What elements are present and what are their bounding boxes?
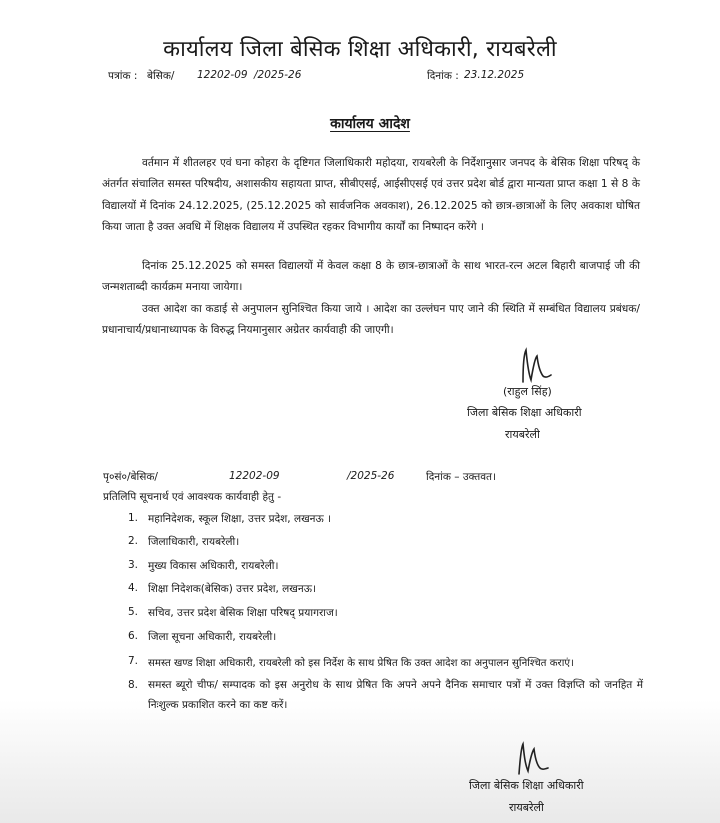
order-paragraph-1: वर्तमान में शीतलहर एवं घना कोहरा के दृष्टिगत जिलाधिकारी महोदया, रायबरेली के निर्देशानुसार जनपद के बेसिक शिक्षा परिषद् के अंतर्गत संचालित समस्त परिषदीय, अशासकीय सहायता प्राप्त, सीबीएसई, आईसीएसई एवं उत्तर प्रदेश बोर्ड द्वारा मान्यता प्राप्त कक्षा 1 से 8 के विद्यालयों में दिनांक 24.12.2025, (25.12.2025 को सार्वजनिक अवकाश), 26.12.2025 को छात्र-छात्राओं के लिए अवकाश घोषित किया जाता है उक्त अवधि में शिक्षक विद्यालय में उपस्थित रहकर विभागीय कार्यों का निष्पादन करेंगे ।	[102, 157, 640, 233]
copy-ref-year: /2025-26	[347, 470, 395, 482]
ref-prefix: बेसिक/	[147, 70, 175, 82]
office-title: कार्यालय जिला बेसिक शिक्षा अधिकारी, रायबरेली	[163, 37, 557, 62]
list-item-number: 1.	[128, 512, 139, 524]
list-item-text: समस्त ब्यूरो चीफ/ सम्पादक को इस अनुरोध के साथ प्रेषित कि अपने अपने दैनिक समाचार पत्रों में उक्त विज्ञप्ति को जनहित में निःशुल्क प्रकाशित करने का कष्ट करें।	[148, 679, 643, 711]
list-item-number: 8.	[128, 679, 139, 691]
ref-year: /2025-26	[254, 69, 302, 81]
ref-label: पत्रांक :	[108, 70, 138, 82]
order-heading-text: कार्यालय आदेश	[330, 116, 410, 132]
list-item-text: महानिदेशक, स्कूल शिक्षा, उत्तर प्रदेश, लखनऊ ।	[148, 513, 332, 525]
signatory-name: (राहुल सिंह)	[503, 385, 552, 398]
signature-mark-1	[513, 346, 553, 386]
list-item-text: मुख्य विकास अधिकारी, रायबरेली।	[148, 560, 279, 572]
list-item-text: सचिव, उत्तर प्रदेश बेसिक शिक्षा परिषद् प्रयागराज।	[148, 607, 338, 619]
date-value: 23.12.2025	[464, 69, 525, 81]
list-item-number: 4.	[128, 582, 139, 594]
list-item-number: 7.	[128, 655, 139, 667]
copy-ref-label: पृ०सं०/बेसिक/	[103, 471, 158, 483]
order-paragraph-2: दिनांक 25.12.2025 को समस्त विद्यालयों में केवल कक्षा 8 के छात्र-छात्राओं के साथ भारत-रत्न अटल बिहारी बाजपाई जी की जन्मशताब्दी कार्यक्रम मनाया जायेगा।	[102, 260, 640, 294]
copy-ref-number: 12202-09	[229, 470, 280, 482]
list-item-text: शिक्षा निदेशक(बेसिक) उत्तर प्रदेश, लखनऊ।	[148, 583, 316, 595]
list-item-text: जिला सूचना अधिकारी, रायबरेली।	[148, 631, 277, 643]
list-item-text: समस्त खण्ड शिक्षा अधिकारी, रायबरेली को इस निर्देश के साथ प्रेषित कि उक्त आदेश का अनुपालन सुनिश्चित कराएं।	[148, 658, 574, 669]
signatory-place: रायबरेली	[505, 428, 540, 441]
signatory-designation: जिला बेसिक शिक्षा अधिकारी	[467, 406, 582, 419]
list-item-number: 6.	[128, 630, 139, 642]
copy-intro: प्रतिलिपि सूचनार्थ एवं आवश्यक कार्यवाही हेतु -	[103, 491, 282, 503]
signatory-designation-2: जिला बेसिक शिक्षा अधिकारी	[469, 779, 584, 792]
list-item-number: 5.	[128, 606, 139, 618]
signatory-place-2: रायबरेली	[509, 801, 544, 814]
order-heading	[0, 114, 720, 133]
list-item-text: जिलाधिकारी, रायबरेली।	[148, 536, 240, 548]
order-paragraph-3: उक्त आदेश का कडाई से अनुपालन सुनिश्चित किया जाये । आदेश का उल्लंघन पाए जाने की स्थिति में सम्बंधित विद्यालय प्रबंधक/प्रधानाचार्य/प्रधानाध्यापक के विरुद्ध नियमानुसार अग्रेतर कार्यवाही की जाएगी।	[102, 303, 640, 337]
list-item-number: 3.	[128, 559, 139, 571]
signature-mark-2	[510, 738, 550, 778]
ref-number: 12202-09	[197, 69, 248, 81]
date-label: दिनांक :	[427, 70, 459, 82]
list-item-number: 2.	[128, 535, 139, 547]
copy-date: दिनांक – उक्तवत।	[426, 471, 497, 483]
